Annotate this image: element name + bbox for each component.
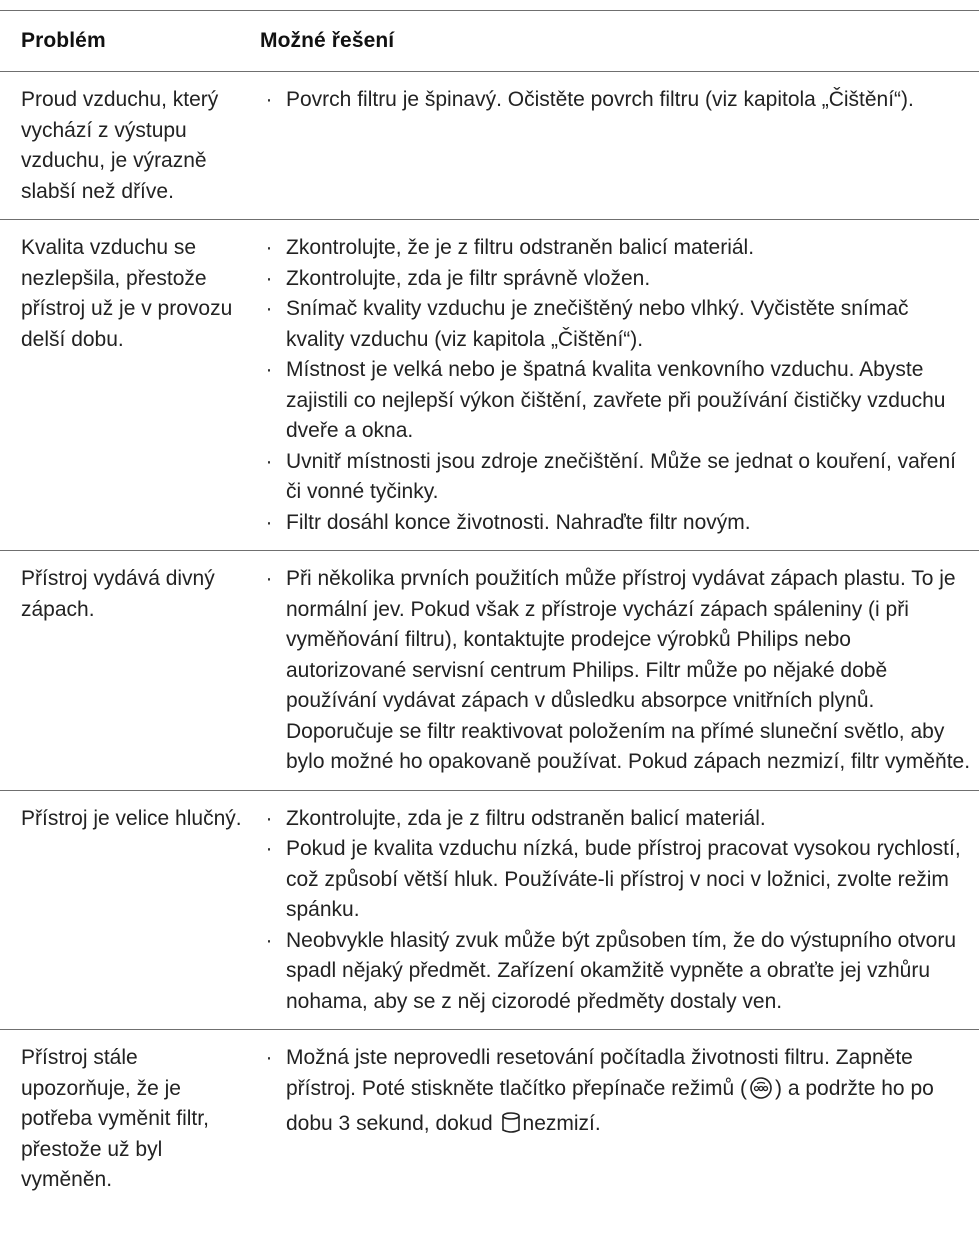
list-item — [260, 355, 971, 447]
problem-cell: Přístroj vydává divný zápach. — [21, 567, 215, 621]
solution-text: Snímač kvality vzduchu je znečištěný nebo vlhký. Vyčistěte snímač kvality vzduchu (viz kapitola „Čištění“). — [286, 297, 909, 351]
bullet-icon: · — [265, 88, 273, 111]
solution-text: Povrch filtru je špinavý. Očistěte povrch filtru (viz kapitola „Čištění“). — [286, 88, 914, 111]
list-item — [260, 508, 971, 539]
solution-cell — [260, 564, 979, 778]
table-header — [0, 11, 979, 71]
list-item — [260, 834, 971, 926]
list-item — [260, 294, 971, 355]
problem-cell: Proud vzduchu, který vychází z výstupu vzduchu, je výrazně slabší než dříve. — [21, 88, 219, 203]
solution-text: Zkontrolujte, zda je z filtru odstraněn balicí materiál. — [286, 806, 766, 830]
list-item — [260, 447, 971, 508]
header-solution: Možné řešení — [260, 29, 395, 52]
solution-cell — [260, 1043, 979, 1196]
solution-text-part-3: nezmizí. — [522, 1112, 601, 1135]
bullet-icon: · — [265, 266, 273, 290]
bullet-icon: · — [265, 1046, 273, 1069]
solution-list — [260, 85, 971, 116]
solution-cell — [260, 804, 979, 1018]
list-item — [260, 85, 971, 116]
solution-text: Filtr dosáhl konce životnosti. Nahraďte filtr novým. — [286, 510, 751, 534]
solution-text: Pokud je kvalita vzduchu nízká, bude přístroj pracovat vysokou rychlostí, což způsobí větší hluk. Používáte-li přístroj v noci v ložnici, zvolte režim spánku. — [286, 837, 961, 921]
bullet-icon: · — [265, 567, 273, 590]
list-item — [260, 1043, 971, 1145]
table-row — [0, 220, 979, 550]
mode-switch-icon — [749, 1076, 773, 1110]
list-item — [260, 264, 971, 295]
filter-icon — [501, 1111, 521, 1145]
solution-text: Při několika prvních použitích může přístroj vydávat zápach plastu. To je normální jev. Pokud však z přístroje vychází zápach spáleniny (i při vyměňování filtru), kontaktujte prodejce výrobků Philips nebo autorizované servisní centrum Philips. Filtr může po nějaké době používání vydávat zápach v důsledku absorpce vnitřních plynů. Doporučuje se filtr reaktivovat položením na přímé sluneční světlo, aby bylo možné ho opakovaně používat. Pokud zápach nezmizí, filtr vyměňte. — [286, 567, 971, 773]
solution-text: Neobvykle hlasitý zvuk může být způsoben tím, že do výstupního otvoru spadl nějaký předmět. Zařízení okamžitě vypněte a obraťte jej vzhůru nohama, aby se z něj cizorodé předměty dostaly ven. — [286, 928, 957, 1013]
solution-list — [260, 804, 971, 1018]
list-item — [260, 564, 971, 778]
bullet-icon: · — [265, 806, 273, 830]
solution-list — [260, 1043, 971, 1145]
bullet-icon: · — [265, 236, 273, 259]
table-row — [0, 551, 979, 790]
solution-list — [260, 233, 971, 538]
bullet-icon: · — [265, 449, 273, 473]
list-item — [260, 926, 971, 1018]
troubleshooting-table — [0, 10, 979, 1208]
solution-text-part-2: ) a podržte ho po dobu 3 sekund, dokud — [286, 1076, 934, 1135]
list-item — [260, 233, 971, 264]
table-row — [0, 791, 979, 1030]
problem-cell: Přístroj je velice hlučný. — [21, 806, 242, 830]
solution-text: Zkontrolujte, zda je filtr správně vložen. — [286, 266, 651, 290]
solution-text: Zkontrolujte, že je z filtru odstraněn balicí materiál. — [286, 236, 755, 259]
table-row — [0, 1030, 979, 1208]
bullet-icon: · — [265, 510, 273, 534]
bullet-icon: · — [265, 358, 273, 381]
solution-list — [260, 564, 971, 778]
problem-cell: Přístroj stále upozorňuje, že je potřeba vyměnit filtr, přestože už byl vyměněn. — [21, 1046, 209, 1191]
solution-text: Uvnitř místnosti jsou zdroje znečištění. Může se jednat o kouření, vaření či vonné tyčinky. — [286, 449, 956, 503]
solution-cell — [260, 233, 979, 538]
header-problem: Problém — [21, 29, 106, 52]
solution-cell — [260, 85, 979, 207]
bullet-icon: · — [265, 837, 273, 860]
solution-text: Místnost je velká nebo je špatná kvalita venkovního vzduchu. Abyste zajistili co nejlepší výkon čištění, zavřete při používání čističky vzduchu dveře a okna. — [286, 358, 946, 442]
bullet-icon: · — [265, 928, 273, 952]
list-item — [260, 804, 971, 835]
solution-text-part-1: Možná jste neprovedli resetování počítadla životnosti filtru. Zapněte přístroj. Poté stiskněte tlačítko přepínače režimů ( — [286, 1046, 913, 1100]
bullet-icon: · — [265, 297, 273, 320]
table-row — [0, 72, 979, 219]
problem-cell: Kvalita vzduchu se nezlepšila, přestože přístroj už je v provozu delší dobu. — [21, 236, 233, 351]
